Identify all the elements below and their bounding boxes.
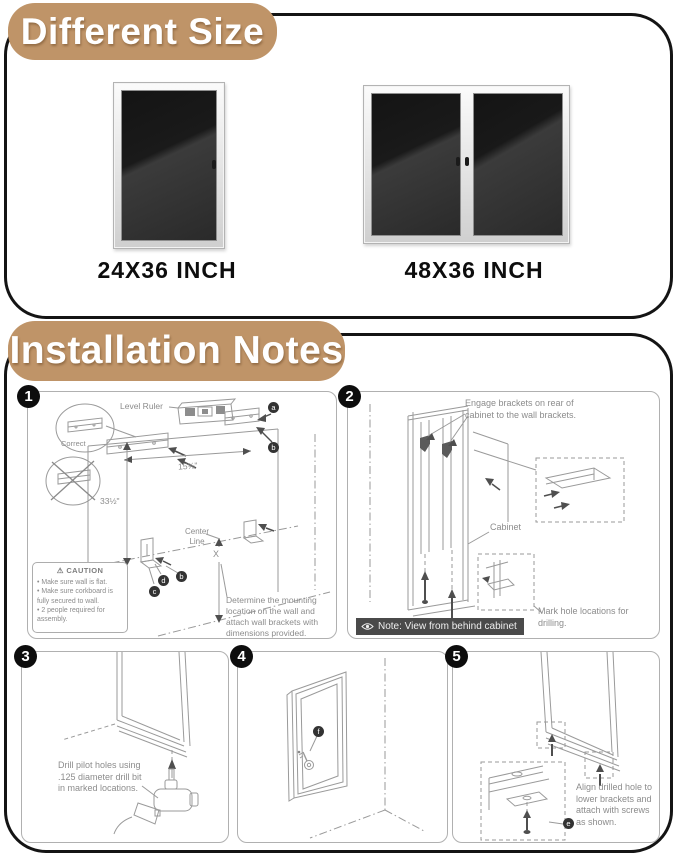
- letter-d-badge: d: [158, 575, 169, 586]
- correct-label: Correct: [61, 439, 86, 448]
- bracket-detail-inset: [474, 450, 624, 522]
- wall-bracket: [225, 408, 259, 425]
- step-3-badge: 3: [14, 645, 37, 668]
- installation-notes-title: Installation Notes: [9, 329, 344, 372]
- key: [298, 751, 314, 770]
- board-glass-panel-left: [371, 93, 461, 236]
- letter-b-badge: b: [268, 442, 279, 453]
- engage-note: Engage brackets on rear of cabinet to the wall brackets.: [465, 398, 577, 420]
- step-4-diagram: [237, 651, 448, 843]
- cabinet-rear: [408, 406, 475, 616]
- height-dimension: 33½": [100, 496, 120, 506]
- step5-note: Align drilled hole to lower brackets and attach with screws as shown.: [576, 782, 653, 828]
- mark-holes-note: Mark hole locations for drilling.: [538, 606, 629, 628]
- letter-b-badge: b: [176, 571, 187, 582]
- lower-bracket: [244, 520, 263, 543]
- lock-icon: [212, 160, 216, 169]
- width-dimension: 15⅝": [177, 460, 198, 472]
- view-note-text: Note: View from behind cabinet: [378, 621, 517, 632]
- size-label-24x36: 24X36 INCH: [97, 257, 237, 283]
- hole-mark-inset: [478, 554, 542, 613]
- eye-icon: [361, 622, 374, 631]
- step1-note: Determine the mounting location on the wall and attach wall brackets with dimensions provided.: [226, 595, 319, 639]
- lower-bracket-inset: [481, 762, 565, 840]
- screw: [448, 550, 456, 622]
- caution-item: • Make sure wall is flat.: [37, 578, 123, 587]
- letter-e-badge: e: [563, 818, 574, 829]
- size-label-48x36: 48X36 INCH: [404, 257, 544, 283]
- board-24x36-image: [113, 82, 225, 249]
- step-5-diagram: [452, 651, 660, 843]
- warning-icon: ⚠: [56, 566, 64, 575]
- board-glass-panel: [121, 90, 217, 241]
- letter-a-badge: a: [268, 402, 279, 413]
- step-5-badge: 5: [445, 645, 468, 668]
- lock-icon: [465, 157, 469, 166]
- caution-title: CAUTION: [66, 566, 104, 575]
- caution-box: [32, 562, 128, 633]
- lock-icon: [456, 157, 460, 166]
- different-size-title: Different Size: [20, 10, 265, 52]
- step2-line-art: [348, 392, 659, 638]
- screw: [548, 734, 556, 756]
- board-glass-panel-right: [473, 93, 563, 236]
- cabinet-corner: [117, 652, 190, 757]
- cabinet-label: Cabinet: [490, 522, 522, 532]
- step3-note: Drill pilot holes using .125 diameter drill bit in marked locations.: [58, 760, 142, 794]
- caution-item: • Make sure corkboard is fully secured to wall.: [37, 587, 123, 606]
- step-3-diagram: [21, 651, 229, 843]
- step-2-diagram: [347, 391, 660, 639]
- different-size-header: [8, 3, 277, 60]
- step-2-badge: 2: [338, 385, 361, 408]
- screw: [421, 554, 429, 604]
- x-mark-label: X: [213, 549, 220, 559]
- step-1-badge: 1: [17, 385, 40, 408]
- center-line-label: Center Line: [184, 527, 209, 547]
- step-4-badge: 4: [230, 645, 253, 668]
- step3-line-art: [22, 652, 228, 842]
- letter-c-badge: c: [149, 586, 160, 597]
- letter-f-badge: f: [313, 726, 324, 737]
- level-ruler-label: Level Ruler: [120, 401, 163, 411]
- incorrect-detail-circle: [46, 457, 100, 505]
- view-note-badge: [356, 618, 524, 635]
- step-1-diagram: [27, 391, 337, 639]
- step4-line-art: [238, 652, 447, 842]
- installation-notes-header: [8, 321, 345, 381]
- caution-item: • 2 people required for assembly.: [37, 606, 123, 625]
- board-48x36-image: [363, 85, 570, 244]
